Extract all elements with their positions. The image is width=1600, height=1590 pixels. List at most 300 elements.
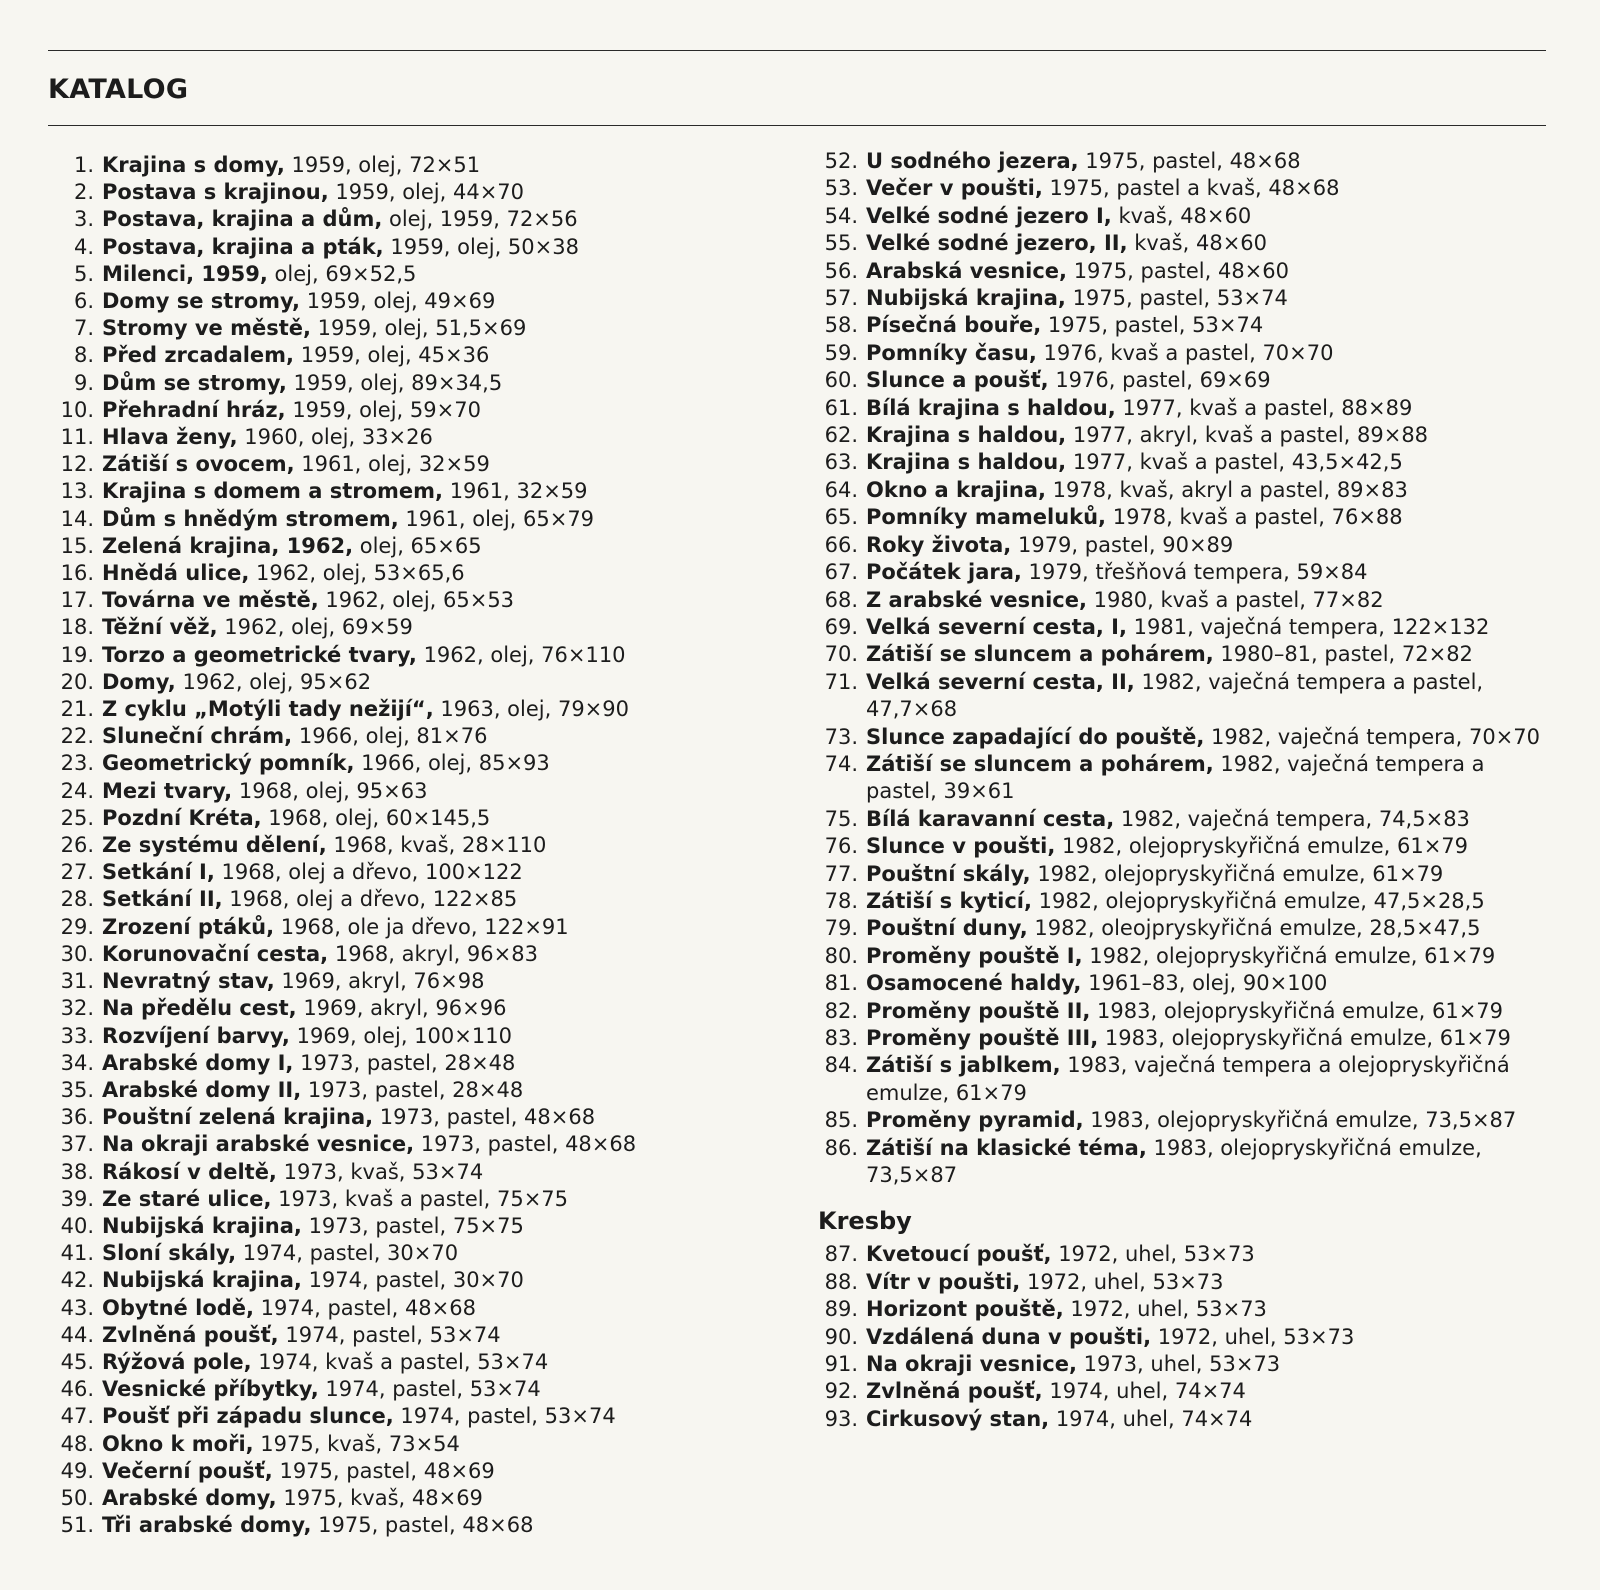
entry-details: 1983, olejopryskyřičná emulze, 61×79 xyxy=(1090,998,1504,1023)
entry-text xyxy=(102,1050,515,1077)
entry-number: 14. xyxy=(60,506,94,531)
entry-number: 5. xyxy=(73,261,94,286)
entry-details: 1982, olejopryskyřičná emulze, 61×79 xyxy=(1082,943,1496,968)
entry-number: 44. xyxy=(60,1322,94,1347)
entry-details: olej, 65×65 xyxy=(353,533,482,558)
entry-text xyxy=(102,451,490,478)
catalog-entry xyxy=(46,1050,781,1077)
entry-number: 16. xyxy=(60,561,94,586)
catalog-entry xyxy=(46,1512,781,1539)
entry-details: 1962, olej, 53×65,6 xyxy=(249,561,465,586)
entry-number: 76. xyxy=(824,834,858,859)
entry-details: 1962, olej, 76×110 xyxy=(416,642,626,667)
entry-number: 36. xyxy=(60,1105,94,1130)
entry-number: 75. xyxy=(824,806,858,831)
catalog-entry xyxy=(46,1240,781,1267)
entry-number: 78. xyxy=(824,888,858,913)
entry-text xyxy=(866,504,1403,531)
entry-details: 1968, olej, 95×63 xyxy=(232,778,428,803)
entry-details: 1968, kvaš, 28×110 xyxy=(326,833,547,858)
entry-title: Zrození ptáků, xyxy=(102,914,275,939)
entry-number: 48. xyxy=(60,1431,94,1456)
entry-details: 1969, akryl, 96×96 xyxy=(296,996,507,1021)
catalog-entry xyxy=(810,1135,1550,1190)
entry-details: 1978, kvaš, akryl a pastel, 89×83 xyxy=(1045,477,1408,502)
entry-details: 1973, pastel, 28×48 xyxy=(301,1077,524,1102)
entry-title: Velká severní cesta, I, xyxy=(866,614,1127,639)
entry-text xyxy=(866,1135,1550,1190)
entry-details: 1968, olej a dřevo, 100×122 xyxy=(214,860,523,885)
catalog-entry xyxy=(46,1485,781,1512)
entry-text xyxy=(866,422,1428,449)
entry-number: 83. xyxy=(824,1026,858,1050)
catalog-entry xyxy=(46,1403,781,1430)
entry-number: 86. xyxy=(824,1135,858,1160)
entry-details: kvaš, 48×60 xyxy=(1111,203,1252,228)
entry-text xyxy=(102,723,487,750)
entry-text xyxy=(102,1186,568,1213)
entry-number: 52. xyxy=(824,149,858,173)
entry-number: 57. xyxy=(824,286,858,311)
entry-title: Před zrcadalem, xyxy=(102,343,295,368)
entry-details: 1972, uhel, 53×73 xyxy=(1020,1269,1224,1294)
entry-title: Cirkusový stan, xyxy=(866,1406,1050,1431)
entry-title: Zátiší se sluncem a pohárem, xyxy=(866,751,1214,776)
entry-text xyxy=(866,1406,1252,1433)
entry-number: 69. xyxy=(824,614,858,639)
entry-number: 70. xyxy=(824,642,858,667)
catalog-entry xyxy=(810,559,1550,586)
catalog-entry xyxy=(46,669,781,696)
entry-title: Ze staré ulice, xyxy=(102,1186,272,1211)
entry-details: 1961, olej, 32×59 xyxy=(294,452,490,477)
entry-title: Písečná bouře, xyxy=(866,313,1042,338)
entry-title: Proměny pyramid, xyxy=(866,1108,1084,1133)
entry-title: Okno a krajina, xyxy=(866,477,1046,502)
entry-title: Stromy ve městě, xyxy=(102,316,311,341)
entry-number: 22. xyxy=(60,724,94,749)
entry-number: 54. xyxy=(824,203,858,228)
entry-details: 1972, uhel, 53×73 xyxy=(1051,1242,1255,1267)
entry-text xyxy=(866,1052,1550,1107)
entry-number: 45. xyxy=(60,1349,94,1374)
drawings-heading: Kresby xyxy=(818,1207,912,1236)
entry-text xyxy=(102,696,629,723)
entry-details: 1975, pastel, 53×74 xyxy=(1041,313,1264,338)
entry-title: Korunovační cesta, xyxy=(102,941,329,966)
entry-text xyxy=(102,560,465,587)
entry-details: 1974, pastel, 48×68 xyxy=(254,1295,476,1320)
entry-title: Poušť při západu slunce, xyxy=(102,1404,394,1429)
entry-details: kvaš, 48×60 xyxy=(1127,231,1268,256)
entry-text xyxy=(102,1349,548,1376)
entry-details: 1982, vaječná tempera, 74,5×83 xyxy=(1114,806,1470,831)
catalog-entry xyxy=(46,995,781,1022)
entry-details: 1975, pastel, 53×74 xyxy=(1065,286,1288,311)
entry-details: 1982, vaječná tempera, 70×70 xyxy=(1204,724,1540,749)
catalog-entry xyxy=(810,230,1550,257)
entry-title: Torzo a geometrické tvary, xyxy=(102,642,417,667)
catalog-entry xyxy=(810,367,1550,394)
entry-details: 1962, olej, 69×59 xyxy=(217,615,413,640)
entry-text xyxy=(102,832,546,859)
entry-text xyxy=(102,152,480,179)
entry-text xyxy=(102,1485,483,1512)
catalog-entry xyxy=(810,724,1550,751)
catalog-entry xyxy=(46,941,781,968)
entry-details: 1973, kvaš, 53×74 xyxy=(276,1159,484,1184)
catalog-entry xyxy=(46,914,781,941)
entry-text xyxy=(866,203,1251,230)
catalog-entry xyxy=(46,642,781,669)
entry-details: 1982, vaječná tempera a pastel, 47,7×68 xyxy=(866,669,1484,722)
entry-number: 79. xyxy=(824,916,858,941)
catalog-entry xyxy=(810,861,1550,888)
entry-number: 23. xyxy=(60,751,94,776)
entry-number: 25. xyxy=(60,805,94,830)
entry-title: Velké sodné jezero, II, xyxy=(866,231,1128,256)
entry-title: Vzdálená duna v poušti, xyxy=(866,1324,1152,1349)
entry-title: Domy se stromy, xyxy=(102,289,301,314)
catalog-entry xyxy=(810,587,1550,614)
entry-details: 1983, olejopryskyřičná emulze, 73,5×87 xyxy=(1083,1108,1517,1133)
entry-number: 33. xyxy=(60,1023,94,1048)
entry-number: 58. xyxy=(824,313,858,338)
catalog-entry xyxy=(810,1406,1550,1433)
catalog-entry xyxy=(46,886,781,913)
catalog-entry xyxy=(46,342,781,369)
entry-title: Sluneční chrám, xyxy=(102,724,293,749)
entry-text xyxy=(866,724,1540,751)
catalog-entry xyxy=(810,970,1550,997)
entry-number: 35. xyxy=(60,1077,94,1102)
entry-title: Zátiší se sluncem a pohárem, xyxy=(866,642,1214,667)
entry-text xyxy=(866,970,1327,997)
entry-title: Na okraji arabské vesnice, xyxy=(102,1132,415,1157)
entry-title: Hnědá ulice, xyxy=(102,561,250,586)
entry-number: 37. xyxy=(60,1132,94,1157)
entry-text xyxy=(866,258,1289,285)
entry-number: 65. xyxy=(824,505,858,530)
entry-details: 1977, kvaš a pastel, 43,5×42,5 xyxy=(1066,450,1403,475)
entry-text xyxy=(866,1324,1354,1351)
entry-number: 64. xyxy=(824,477,858,502)
entry-number: 41. xyxy=(60,1241,94,1266)
entry-title: Vítr v poušti, xyxy=(866,1269,1021,1294)
entry-text xyxy=(102,179,524,206)
entry-text xyxy=(866,1378,1246,1405)
catalog-entry xyxy=(46,397,781,424)
entry-title: Arabské domy, xyxy=(102,1485,277,1510)
entry-title: Večer v poušti, xyxy=(866,176,1043,201)
entry-number: 82. xyxy=(824,998,858,1023)
catalog-entry xyxy=(46,261,781,288)
catalog-entry xyxy=(46,451,781,478)
catalog-entry xyxy=(46,832,781,859)
entry-title: Pouštní skály, xyxy=(866,861,1031,886)
entry-title: Těžní věž, xyxy=(102,615,218,640)
entry-title: Setkání I, xyxy=(102,860,215,885)
entry-number: 1. xyxy=(73,153,94,177)
entry-text xyxy=(866,532,1233,559)
catalog-entry xyxy=(46,315,781,342)
entry-text xyxy=(102,234,579,261)
catalog-entry xyxy=(810,422,1550,449)
entry-number: 6. xyxy=(73,289,94,314)
entry-details: 1979, pastel, 90×89 xyxy=(1011,532,1234,557)
entry-number: 80. xyxy=(824,943,858,968)
entry-title: Zelená krajina, 1962, xyxy=(102,533,354,558)
entry-details: 1962, olej, 95×62 xyxy=(175,669,372,694)
entry-title: Krajina s domy, xyxy=(102,153,285,177)
entry-details: 1983, vaječná tempera a olejopryskyřičná emulze, 61×79 xyxy=(866,1053,1510,1105)
entry-number: 56. xyxy=(824,258,858,283)
entry-details: 1966, olej, 85×93 xyxy=(354,751,550,776)
entry-title: Setkání II, xyxy=(102,887,223,912)
catalog-entry xyxy=(46,179,781,206)
entry-title: Geometrický pomník, xyxy=(102,751,355,776)
entry-number: 88. xyxy=(824,1269,858,1294)
page-title: KATALOG xyxy=(48,74,189,105)
catalog-entry xyxy=(46,805,781,832)
entry-title: Roky života, xyxy=(866,532,1012,557)
entry-text xyxy=(102,614,413,641)
entry-title: Slunce a poušť, xyxy=(866,368,1049,393)
entry-number: 12. xyxy=(60,452,94,477)
entry-title: Hlava ženy, xyxy=(102,425,238,450)
catalog-entry xyxy=(46,1349,781,1376)
catalog-entry xyxy=(810,449,1550,476)
catalog-entry xyxy=(46,533,781,560)
entry-details: 1969, akryl, 76×98 xyxy=(274,969,485,994)
entry-text xyxy=(102,1403,616,1430)
entry-number: 17. xyxy=(60,588,94,613)
entry-number: 29. xyxy=(60,914,94,939)
entry-title: Velké sodné jezero I, xyxy=(866,203,1112,228)
entry-title: Horizont pouště, xyxy=(866,1297,1064,1322)
entry-details: 1979, třešňová tempera, 59×84 xyxy=(1021,560,1368,585)
entry-title: Na předělu cest, xyxy=(102,996,297,1021)
entry-title: Vesnické příbytky, xyxy=(102,1377,319,1402)
entry-details: 1962, olej, 65×53 xyxy=(318,588,515,613)
entry-number: 7. xyxy=(73,316,94,341)
catalog-entry xyxy=(46,750,781,777)
entry-details: 1961–83, olej, 90×100 xyxy=(1081,971,1328,996)
entry-text xyxy=(102,261,416,288)
catalog-entry xyxy=(810,888,1550,915)
catalog-entry xyxy=(810,943,1550,970)
entry-details: 1959, olej, 59×70 xyxy=(285,397,481,422)
entry-number: 2. xyxy=(73,180,94,205)
entry-text xyxy=(102,506,594,533)
entry-title: Zvlněná poušť, xyxy=(102,1322,279,1347)
entry-details: 1975, pastel, 48×60 xyxy=(1067,258,1290,283)
entry-title: Rákosí v deltě, xyxy=(102,1159,277,1184)
entry-details: 1959, olej, 89×34,5 xyxy=(286,370,503,395)
entry-details: 1973, uhel, 53×73 xyxy=(1076,1352,1281,1377)
entry-text xyxy=(866,1351,1280,1378)
entry-title: Zátiší na klasické téma, xyxy=(866,1135,1147,1160)
entry-number: 53. xyxy=(824,176,858,201)
entry-details: 1976, kvaš a pastel, 70×70 xyxy=(1036,340,1334,365)
entry-title: Dům se stromy, xyxy=(102,370,287,395)
entry-title: Krajina s haldou, xyxy=(866,450,1067,475)
entry-number: 39. xyxy=(60,1186,94,1211)
entry-title: Domy, xyxy=(102,669,176,694)
entry-text xyxy=(866,340,1333,367)
entry-details: 1974, pastel, 53×74 xyxy=(278,1322,501,1347)
entry-text xyxy=(866,395,1412,422)
entry-details: 1982, vaječná tempera a pastel, 39×61 xyxy=(866,751,1485,804)
entry-number: 89. xyxy=(824,1297,858,1322)
entry-title: Obytné lodě, xyxy=(102,1295,254,1320)
catalog-entry xyxy=(46,288,781,315)
catalog-entry xyxy=(46,587,781,614)
entry-text xyxy=(102,1267,524,1294)
entry-text xyxy=(866,449,1403,476)
entry-text xyxy=(866,477,1408,504)
top-rule xyxy=(48,50,1546,51)
entry-number: 91. xyxy=(824,1352,858,1377)
entry-text xyxy=(102,424,433,451)
catalog-entry xyxy=(810,1052,1550,1107)
entry-title: Slunce v poušti, xyxy=(866,834,1056,859)
entry-text xyxy=(102,886,517,913)
entry-number: 27. xyxy=(60,860,94,885)
entry-number: 63. xyxy=(824,450,858,475)
entry-text xyxy=(866,1107,1516,1134)
catalog-entry xyxy=(46,1431,781,1458)
catalog-entry xyxy=(46,1267,781,1294)
entry-number: 31. xyxy=(60,969,94,994)
entry-number: 74. xyxy=(824,751,858,776)
entry-details: 1959, olej, 72×51 xyxy=(284,153,481,177)
entry-title: Pomníky mameluků, xyxy=(866,505,1107,530)
catalog-entry xyxy=(810,1269,1550,1296)
entry-details: 1974, uhel, 74×74 xyxy=(1049,1406,1253,1431)
entry-title: Tři arabské domy, xyxy=(102,1513,312,1538)
entry-text xyxy=(866,641,1473,668)
entry-text xyxy=(102,1512,533,1539)
catalog-entry xyxy=(46,968,781,995)
entry-details: 1975, kvaš, 48×69 xyxy=(276,1485,483,1510)
catalog-entry xyxy=(810,312,1550,339)
entry-title: Kvetoucí poušť, xyxy=(866,1242,1052,1267)
entry-number: 3. xyxy=(73,207,94,232)
entry-text xyxy=(866,915,1480,942)
catalog-entry xyxy=(46,1186,781,1213)
entry-number: 73. xyxy=(824,724,858,749)
entry-title: Milenci, 1959, xyxy=(102,261,268,286)
entry-text xyxy=(866,806,1470,833)
entry-text xyxy=(102,370,502,397)
entry-text xyxy=(866,998,1503,1025)
entry-number: 85. xyxy=(824,1108,858,1133)
entry-number: 43. xyxy=(60,1295,94,1320)
entry-title: Proměny pouště III, xyxy=(866,1026,1099,1050)
entry-text xyxy=(102,968,484,995)
catalog-entry xyxy=(46,1322,781,1349)
entry-title: Proměny pouště I, xyxy=(866,943,1083,968)
entry-title: Mezi tvary, xyxy=(102,778,233,803)
entry-details: 1973, pastel, 48×68 xyxy=(373,1105,596,1130)
entry-number: 18. xyxy=(60,615,94,640)
catalog-column-left xyxy=(46,152,781,1539)
entry-number: 67. xyxy=(824,560,858,585)
entry-details: 1983, olejopryskyřičná emulze, 73,5×87 xyxy=(866,1135,1482,1188)
entry-number: 40. xyxy=(60,1213,94,1238)
entry-number: 11. xyxy=(60,425,94,450)
entry-number: 66. xyxy=(824,532,858,557)
entry-details: 1975, kvaš, 73×54 xyxy=(253,1431,460,1456)
entry-text xyxy=(102,1295,476,1322)
entry-title: Továrna ve městě, xyxy=(102,588,319,613)
catalog-entry xyxy=(46,1077,781,1104)
entry-title: Pouštní duny, xyxy=(866,916,1028,941)
entry-number: 87. xyxy=(824,1242,858,1267)
entry-text xyxy=(102,1023,512,1050)
entry-details: 1972, uhel, 53×73 xyxy=(1063,1297,1267,1322)
entry-text xyxy=(866,1269,1224,1296)
entry-text xyxy=(102,1104,595,1131)
entry-text xyxy=(102,587,514,614)
catalog-entry xyxy=(810,395,1550,422)
catalog-entry xyxy=(46,1213,781,1240)
entry-text xyxy=(866,943,1495,970)
entry-text xyxy=(102,750,550,777)
entry-number: 84. xyxy=(824,1053,858,1078)
entry-details: 1977, akryl, kvaš a pastel, 89×88 xyxy=(1066,423,1429,448)
entry-number: 47. xyxy=(60,1404,94,1429)
entry-details: olej, 69×52,5 xyxy=(267,261,417,286)
entry-title: Pouštní zelená krajina, xyxy=(102,1105,374,1130)
entry-details: 1974, pastel, 53×74 xyxy=(393,1404,616,1429)
catalog-entry xyxy=(46,478,781,505)
catalog-entry xyxy=(46,234,781,261)
entry-number: 15. xyxy=(60,533,94,558)
catalog-entry xyxy=(810,532,1550,559)
catalog-entry xyxy=(810,1296,1550,1323)
entry-text xyxy=(102,1458,495,1485)
entry-title: Bílá krajina s haldou, xyxy=(866,395,1116,420)
entry-details: 1980–81, pastel, 72×82 xyxy=(1213,642,1473,667)
entry-title: Arabské domy I, xyxy=(102,1050,294,1075)
catalog-entry xyxy=(810,1324,1550,1351)
entry-text xyxy=(866,175,1339,202)
catalog-entry xyxy=(46,1104,781,1131)
entry-details: 1980, kvaš a pastel, 77×82 xyxy=(1086,587,1384,612)
entry-text xyxy=(866,1025,1511,1052)
catalog-entry xyxy=(46,1131,781,1158)
entry-details: 1972, uhel, 53×73 xyxy=(1151,1324,1355,1349)
catalog-entry xyxy=(810,915,1550,942)
entry-number: 81. xyxy=(824,971,858,996)
entry-details: 1973, kvaš a pastel, 75×75 xyxy=(271,1186,569,1211)
entry-title: Nubijská krajina, xyxy=(102,1213,302,1238)
entry-text xyxy=(866,559,1368,586)
entry-text xyxy=(866,285,1288,312)
entry-details: 1959, olej, 45×36 xyxy=(294,343,490,368)
catalog-entry xyxy=(46,424,781,451)
catalog-entry xyxy=(810,998,1550,1025)
catalog-entry xyxy=(810,669,1550,724)
entry-title: Nubijská krajina, xyxy=(866,286,1066,311)
entry-title: Krajina s haldou, xyxy=(866,423,1067,448)
entry-title: Přehradní hráz, xyxy=(102,397,286,422)
entry-text xyxy=(866,148,1301,175)
entry-text xyxy=(102,315,526,342)
entry-number: 32. xyxy=(60,996,94,1021)
